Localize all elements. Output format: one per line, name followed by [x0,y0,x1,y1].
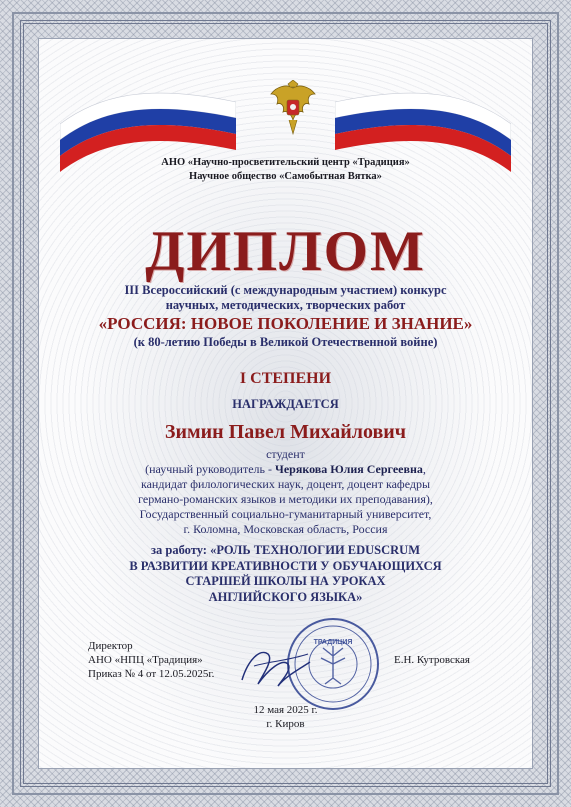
university-location: г. Коломна, Московская область, Россия [183,522,388,536]
signer-name: Е.Н. Кутровская [394,654,470,666]
supervisor-prefix: (научный руководитель - [145,462,276,476]
supervisor-name: Черякова Юлия Сергеевна [275,462,423,476]
work-title-4: АНГЛИЙСКОГО ЯЗЫКА» [208,590,363,604]
recipient-role: студент [266,447,305,461]
director-title: Директор [88,640,133,652]
organization-line-1: АНО «Научно-просветительский центр «Традиция» [161,157,410,168]
award-degree: I СТЕПЕНИ [239,370,332,387]
awarded-label: НАГРАЖДАЕТСЯ [232,397,339,411]
university-name: Государственный социально-гуманитарный университет, [139,507,432,521]
work-title-1: за работу: «РОЛЬ ТЕХНОЛОГИИ EDUSCRUM [150,543,421,557]
issue-city: г. Киров [266,718,305,730]
handwritten-signature-icon [238,640,314,696]
work-title-3: СТАРШЕЙ ШКОЛЫ НА УРОКАХ [185,574,386,588]
stamp-text: ТРАДИЦИЯ [313,639,353,646]
signature-block [88,639,214,681]
contest-name: «РОССИЯ: НОВОЕ ПОКОЛЕНИЕ И ЗНАНИЕ» [98,314,473,333]
supervisor-degree: кандидат филологических наук, доцент, доцент кафедры [140,477,431,491]
organization-short: АНО «НПЦ «Традиция» [88,654,203,666]
contest-subtitle-1: III Всероссийский (с международным участием) конкурс [124,283,447,297]
organization-line-2: Научное общество «Самобытная Вятка» [189,171,382,182]
diploma-title: ДИПЛОМ [145,220,426,283]
contest-subtitle-3: (к 80-летию Победы в Великой Отечественной войне) [133,335,438,349]
recipient-name: Зимин Павел Михайлович [164,421,407,443]
supervisor-department: германо-романских языков и методики их преподавания), [138,492,433,506]
work-title-2: В РАЗВИТИИ КРЕАТИВНОСТИ У ОБУЧАЮЩИХСЯ [129,559,442,573]
supervisor-line [0,462,571,477]
supervisor-suffix: , [422,462,426,476]
issue-date: 12 мая 2025 г. [253,704,318,716]
contest-subtitle-2: научных, методических, творческих работ [165,298,406,312]
order-number: Приказ № 4 от 12.05.2025г. [88,668,215,680]
coat-of-arms-icon [269,80,317,136]
